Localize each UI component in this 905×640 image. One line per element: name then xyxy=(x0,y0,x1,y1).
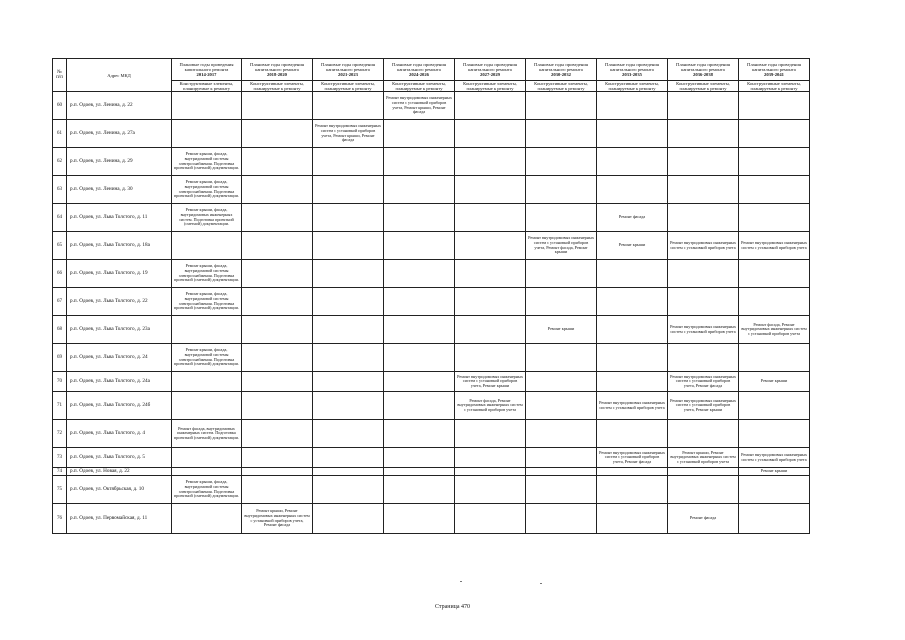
row-address: р.п. Одоев, ул. Льва Толстого, д. 24б xyxy=(67,392,172,420)
row-number: 68 xyxy=(53,316,67,344)
page-number: Страница 470 xyxy=(434,604,471,610)
repair-work-cell: Ремонт внутридомовых инженерных систем с установкой приборов учета xyxy=(739,232,810,260)
repair-work-cell xyxy=(597,148,668,176)
repair-work-cell: Ремонт внутридомовых инженерных систем с установкой приборов учета, Ремонт крыши, Ремонт фасада xyxy=(313,120,384,148)
repair-work-cell xyxy=(172,120,242,148)
repair-work-cell xyxy=(384,120,455,148)
repair-work-cell xyxy=(668,204,739,232)
row-number: 66 xyxy=(53,260,67,288)
repair-work-cell xyxy=(668,148,739,176)
repair-work-cell: Ремонт фасада, Ремонт внутридомовых инженерных систем с установкой приборов учета xyxy=(739,316,810,344)
repair-work-cell xyxy=(455,92,526,120)
repair-work-cell xyxy=(597,420,668,448)
repair-work-cell xyxy=(526,288,597,316)
repair-work-cell xyxy=(242,420,313,448)
repair-work-cell xyxy=(739,504,810,534)
repair-work-cell xyxy=(526,92,597,120)
repair-work-cell xyxy=(526,344,597,372)
row-number: 70 xyxy=(53,372,67,392)
repair-work-cell xyxy=(526,504,597,534)
header-period-8 xyxy=(668,59,739,81)
repair-work-cell xyxy=(172,92,242,120)
repair-work-cell xyxy=(242,448,313,468)
repair-work-cell: Ремонт крыши xyxy=(739,468,810,476)
repair-work-cell: Ремонт внутридомовых инженерных систем с установкой приборов учета, Ремонт крыши xyxy=(668,392,739,420)
header-num: № п/п xyxy=(53,59,67,92)
row-number: 69 xyxy=(53,344,67,372)
header-subheader-cell: Конструктивные элементы, планируемые к ремонту xyxy=(313,81,384,92)
header-period-title: Плановые годы проведения капитального ремонта xyxy=(463,62,517,72)
capital-repair-table-container xyxy=(52,58,809,534)
header-period-1 xyxy=(172,59,242,81)
repair-work-cell: Ремонт крыши, Ремонт внутридомовых инженерных систем с установкой приборов учета xyxy=(668,448,739,468)
table-row xyxy=(53,148,810,176)
row-address: р.п. Одоев, ул. Льва Толстого, д. 11 xyxy=(67,204,172,232)
header-period-title: Плановые годы проведения капитального ремонта xyxy=(392,62,446,72)
repair-work-cell xyxy=(384,448,455,468)
repair-work-cell xyxy=(455,316,526,344)
row-address: р.п. Одоев, ул. Первомайская, д. 11 xyxy=(67,504,172,534)
repair-work-cell xyxy=(242,92,313,120)
repair-work-cell xyxy=(526,204,597,232)
repair-work-cell xyxy=(172,232,242,260)
repair-work-cell: Ремонт крыши, фасада, внутридомовых инженерных систем. Подготовка проектной (сметной) документации. xyxy=(172,204,242,232)
repair-work-cell xyxy=(313,504,384,534)
row-number: 67 xyxy=(53,288,67,316)
header-subheader-cell: Конструктивные элементы, планируемые к ремонту xyxy=(384,81,455,92)
repair-work-cell xyxy=(455,476,526,504)
repair-work-cell xyxy=(172,448,242,468)
repair-work-cell xyxy=(455,260,526,288)
header-period-7 xyxy=(597,59,668,81)
repair-work-cell xyxy=(597,120,668,148)
repair-work-cell: Ремонт внутридомовых инженерных систем с установкой приборов учета, Ремонт крыши, Ремонт фасада xyxy=(384,92,455,120)
row-address: р.п. Одоев, ул. Ленина, д. 29 xyxy=(67,148,172,176)
repair-work-cell xyxy=(384,260,455,288)
repair-work-cell xyxy=(597,372,668,392)
repair-work-cell: Ремонт крыши xyxy=(597,232,668,260)
header-subheader-cell: Конструктивные элементы, планируемые к ремонту xyxy=(455,81,526,92)
repair-work-cell: Ремонт внутридомовых инженерных систем с установкой приборов учета xyxy=(668,316,739,344)
repair-work-cell xyxy=(668,344,739,372)
row-address: р.п. Одоев, ул. Льва Толстого, д. 24а xyxy=(67,372,172,392)
repair-work-cell xyxy=(172,372,242,392)
row-address: р.п. Одоев, ул. Ленина, д. 22 xyxy=(67,92,172,120)
repair-work-cell xyxy=(668,120,739,148)
header-period-years: 2014-2017 xyxy=(196,72,217,77)
repair-work-cell xyxy=(384,392,455,420)
table-row xyxy=(53,372,810,392)
header-period-years: 2033-2035 xyxy=(622,72,642,77)
repair-work-cell xyxy=(242,288,313,316)
repair-work-cell xyxy=(455,468,526,476)
repair-work-cell xyxy=(455,232,526,260)
repair-work-cell xyxy=(455,288,526,316)
row-number: 76 xyxy=(53,504,67,534)
repair-work-cell xyxy=(242,392,313,420)
header-period-4 xyxy=(384,59,455,81)
header-period-years: 2036-2038 xyxy=(693,72,713,77)
row-address: р.п. Одоев, ул. Льва Толстого, д. 24 xyxy=(67,344,172,372)
repair-work-cell xyxy=(242,316,313,344)
repair-work-cell xyxy=(668,288,739,316)
repair-work-cell xyxy=(668,92,739,120)
header-subheader-cell: Конструктивные элементы, планируемые к ремонту xyxy=(172,81,242,92)
repair-work-cell xyxy=(455,420,526,448)
repair-work-cell xyxy=(384,316,455,344)
repair-work-cell xyxy=(384,288,455,316)
header-subheader-cell: Конструктивные элементы, планируемые к ремонту xyxy=(242,81,313,92)
repair-work-cell xyxy=(384,204,455,232)
repair-work-cell xyxy=(739,420,810,448)
table-header xyxy=(53,59,810,92)
repair-work-cell xyxy=(242,176,313,204)
table-row xyxy=(53,468,810,476)
table-row xyxy=(53,504,810,534)
repair-work-cell xyxy=(668,476,739,504)
header-period-years: 2030-2032 xyxy=(551,72,571,77)
repair-work-cell xyxy=(313,476,384,504)
repair-work-cell xyxy=(313,232,384,260)
repair-work-cell: Ремонт внутридомовых инженерных систем с установкой приборов учета, Ремонт крыши xyxy=(455,372,526,392)
capital-repair-table xyxy=(52,58,810,534)
header-period-title: Плановые годы проведения капитального ремонта xyxy=(747,62,801,72)
repair-work-cell: Ремонт внутридомовых инженерных систем с установкой приборов учета xyxy=(668,232,739,260)
repair-work-cell xyxy=(313,260,384,288)
row-address: р.п. Одоев, ул. Ленина, д. 27а xyxy=(67,120,172,148)
repair-work-cell: Ремонт фасада xyxy=(668,504,739,534)
header-address: Адрес МКД xyxy=(67,59,172,92)
repair-work-cell xyxy=(172,504,242,534)
repair-work-cell: Ремонт крыши, Ремонт внутридомовых инженерных систем с установкой приборов учета, Ремонт фасада xyxy=(242,504,313,534)
row-address: р.п. Одоев, ул. Льва Толстого, д. 5 xyxy=(67,448,172,468)
repair-work-cell: Ремонт крыши, фасада, внутридомовой системы электроснабжения. Подготовка проектной (сметной) документации. xyxy=(172,344,242,372)
row-number: 64 xyxy=(53,204,67,232)
repair-work-cell: Ремонт крыши, фасада, внутридомовой системы электроснабжения. Подготовка проектной (сметной) документации. xyxy=(172,260,242,288)
repair-work-cell xyxy=(242,204,313,232)
repair-work-cell xyxy=(313,288,384,316)
repair-work-cell xyxy=(313,448,384,468)
repair-work-cell xyxy=(526,448,597,468)
header-subheader-cell: Конструктивные элементы, планируемые к ремонту xyxy=(668,81,739,92)
repair-work-cell xyxy=(313,176,384,204)
header-period-years: 2024-2026 xyxy=(409,72,429,77)
repair-work-cell xyxy=(313,148,384,176)
repair-work-cell xyxy=(242,260,313,288)
repair-work-cell xyxy=(313,468,384,476)
repair-work-cell xyxy=(739,120,810,148)
row-address: р.п. Одоев, ул. Льва Толстого, д. 18а xyxy=(67,232,172,260)
repair-work-cell: Ремонт крыши, фасада, внутридомовой системы электроснабжения. Подготовка проектной (сметной) документации. xyxy=(172,148,242,176)
repair-work-cell xyxy=(384,344,455,372)
repair-work-cell xyxy=(455,120,526,148)
repair-work-cell xyxy=(313,344,384,372)
repair-work-cell xyxy=(384,476,455,504)
table-row xyxy=(53,120,810,148)
repair-work-cell xyxy=(172,316,242,344)
repair-work-cell xyxy=(739,148,810,176)
repair-work-cell xyxy=(455,504,526,534)
repair-work-cell xyxy=(739,176,810,204)
repair-work-cell: Ремонт крыши xyxy=(739,372,810,392)
row-address: р.п. Одоев, ул. Октябрьская, д. 10 xyxy=(67,476,172,504)
repair-work-cell xyxy=(313,372,384,392)
header-subheader-cell: Конструктивные элементы, планируемые к ремонту xyxy=(597,81,668,92)
repair-work-cell xyxy=(597,468,668,476)
repair-work-cell: Ремонт фасада, внутридомовых инженерных систем. Подготовка проектной (сметной) документации. xyxy=(172,420,242,448)
repair-work-cell: Ремонт внутридомовых инженерных систем с установкой приборов учета, Ремонт фасада xyxy=(668,372,739,392)
repair-work-cell xyxy=(242,476,313,504)
header-period-row xyxy=(53,59,810,81)
repair-work-cell xyxy=(384,372,455,392)
repair-work-cell xyxy=(526,176,597,204)
repair-work-cell xyxy=(172,468,242,476)
header-period-years: 2027-2029 xyxy=(480,72,500,77)
repair-work-cell xyxy=(384,176,455,204)
header-subheader-cell: Конструктивные элементы, планируемые к ремонту xyxy=(739,81,810,92)
table-row xyxy=(53,392,810,420)
header-period-years: 2039-2041 xyxy=(764,72,784,77)
scan-speck xyxy=(540,583,542,584)
repair-work-cell xyxy=(597,176,668,204)
repair-work-cell xyxy=(313,204,384,232)
table-row xyxy=(53,232,810,260)
repair-work-cell: Ремонт внутридомовых инженерных систем с установкой приборов учета, Ремонт фасада, Ремонт крыши xyxy=(526,232,597,260)
repair-work-cell xyxy=(526,148,597,176)
header-period-years: 2018-2020 xyxy=(267,72,287,77)
repair-work-cell xyxy=(597,288,668,316)
header-period-2 xyxy=(242,59,313,81)
repair-work-cell xyxy=(455,344,526,372)
repair-work-cell xyxy=(242,372,313,392)
scan-speck xyxy=(460,581,462,582)
row-address: р.п. Одоев, ул. Льва Толстого, д. 23а xyxy=(67,316,172,344)
repair-work-cell xyxy=(384,468,455,476)
repair-work-cell: Ремонт внутридомовых инженерных систем с установкой приборов учета xyxy=(739,448,810,468)
repair-work-cell xyxy=(172,392,242,420)
row-number: 63 xyxy=(53,176,67,204)
header-period-3 xyxy=(313,59,384,81)
row-address: р.п. Одоев, ул. Льва Толстого, д. 19 xyxy=(67,260,172,288)
repair-work-cell: Ремонт крыши, фасада, внутридомовой системы электроснабжения. Подготовка проектной (сметной) документации. xyxy=(172,476,242,504)
table-row xyxy=(53,476,810,504)
row-number: 72 xyxy=(53,420,67,448)
table-row xyxy=(53,204,810,232)
row-address: р.п. Одоев, ул. Льва Толстого, д. 4 xyxy=(67,420,172,448)
row-number: 71 xyxy=(53,392,67,420)
repair-work-cell xyxy=(384,232,455,260)
table-row xyxy=(53,344,810,372)
repair-work-cell xyxy=(739,392,810,420)
repair-work-cell xyxy=(242,120,313,148)
table-row xyxy=(53,176,810,204)
repair-work-cell xyxy=(526,420,597,448)
header-period-title: Плановые годы проведения капитального ремонта xyxy=(179,62,234,72)
row-number: 74 xyxy=(53,468,67,476)
row-address: р.п. Одоев, ул. Ленина, д. 30 xyxy=(67,176,172,204)
repair-work-cell xyxy=(739,260,810,288)
repair-work-cell: Ремонт фасада, Ремонт внутридомовых инженерных систем с установкой приборов учета xyxy=(455,392,526,420)
repair-work-cell xyxy=(313,316,384,344)
repair-work-cell xyxy=(313,92,384,120)
repair-work-cell xyxy=(242,344,313,372)
repair-work-cell xyxy=(242,148,313,176)
row-address: р.п. Одоев, ул. Новая, д. 22 xyxy=(67,468,172,476)
table-body xyxy=(53,92,810,534)
table-row xyxy=(53,448,810,468)
header-period-6 xyxy=(526,59,597,81)
header-period-title: Плановые годы проведения капитального ремонта xyxy=(534,62,588,72)
repair-work-cell xyxy=(455,204,526,232)
repair-work-cell xyxy=(668,420,739,448)
header-period-years: 2021-2023 xyxy=(338,72,358,77)
repair-work-cell xyxy=(242,232,313,260)
repair-work-cell: Ремонт крыши, фасада, внутридомовой системы электроснабжения. Подготовка проектной (сметной) документации. xyxy=(172,176,242,204)
repair-work-cell xyxy=(597,316,668,344)
header-period-title: Плановые годы проведения капитального ремонта xyxy=(321,62,375,72)
header-period-title: Плановые годы проведения капитального ремонта xyxy=(605,62,659,72)
repair-work-cell xyxy=(455,148,526,176)
table-row xyxy=(53,316,810,344)
table-row xyxy=(53,260,810,288)
table-row xyxy=(53,420,810,448)
row-number: 73 xyxy=(53,448,67,468)
repair-work-cell xyxy=(384,504,455,534)
repair-work-cell xyxy=(668,468,739,476)
header-period-9 xyxy=(739,59,810,81)
repair-work-cell xyxy=(668,260,739,288)
table-row xyxy=(53,92,810,120)
repair-work-cell xyxy=(242,468,313,476)
table-row xyxy=(53,288,810,316)
repair-work-cell xyxy=(597,92,668,120)
repair-work-cell xyxy=(526,476,597,504)
header-subheader-cell: Конструктивные элементы, планируемые к ремонту xyxy=(526,81,597,92)
repair-work-cell xyxy=(526,392,597,420)
header-period-5 xyxy=(455,59,526,81)
repair-work-cell xyxy=(384,148,455,176)
row-number: 61 xyxy=(53,120,67,148)
header-period-title: Плановые годы проведения капитального ремонта xyxy=(676,62,730,72)
repair-work-cell xyxy=(526,120,597,148)
repair-work-cell: Ремонт крыши xyxy=(526,316,597,344)
repair-work-cell xyxy=(739,476,810,504)
repair-work-cell: Ремонт фасада xyxy=(597,204,668,232)
repair-work-cell xyxy=(597,344,668,372)
row-address: р.п. Одоев, ул. Льва Толстого, д. 22 xyxy=(67,288,172,316)
repair-work-cell xyxy=(739,92,810,120)
repair-work-cell: Ремонт внутридомовых инженерных систем с установкой приборов учета, Ремонт фасада xyxy=(597,448,668,468)
repair-work-cell: Ремонт крыши, фасада, внутридомовой системы электроснабжения. Подготовка проектной (сметной) документации. xyxy=(172,288,242,316)
repair-work-cell xyxy=(668,176,739,204)
repair-work-cell xyxy=(739,204,810,232)
repair-work-cell xyxy=(313,420,384,448)
repair-work-cell xyxy=(526,260,597,288)
repair-work-cell xyxy=(384,420,455,448)
row-number: 65 xyxy=(53,232,67,260)
repair-work-cell xyxy=(597,504,668,534)
repair-work-cell: Ремонт внутридомовых инженерных систем с установкой приборов учета xyxy=(597,392,668,420)
repair-work-cell xyxy=(739,344,810,372)
repair-work-cell xyxy=(313,392,384,420)
header-period-title: Плановые годы проведения капитального ремонта xyxy=(250,62,304,72)
repair-work-cell xyxy=(526,372,597,392)
row-number: 60 xyxy=(53,92,67,120)
repair-work-cell xyxy=(526,468,597,476)
repair-work-cell xyxy=(597,476,668,504)
repair-work-cell xyxy=(739,288,810,316)
row-number: 75 xyxy=(53,476,67,504)
repair-work-cell xyxy=(597,260,668,288)
repair-work-cell xyxy=(455,176,526,204)
repair-work-cell xyxy=(455,448,526,468)
row-number: 62 xyxy=(53,148,67,176)
